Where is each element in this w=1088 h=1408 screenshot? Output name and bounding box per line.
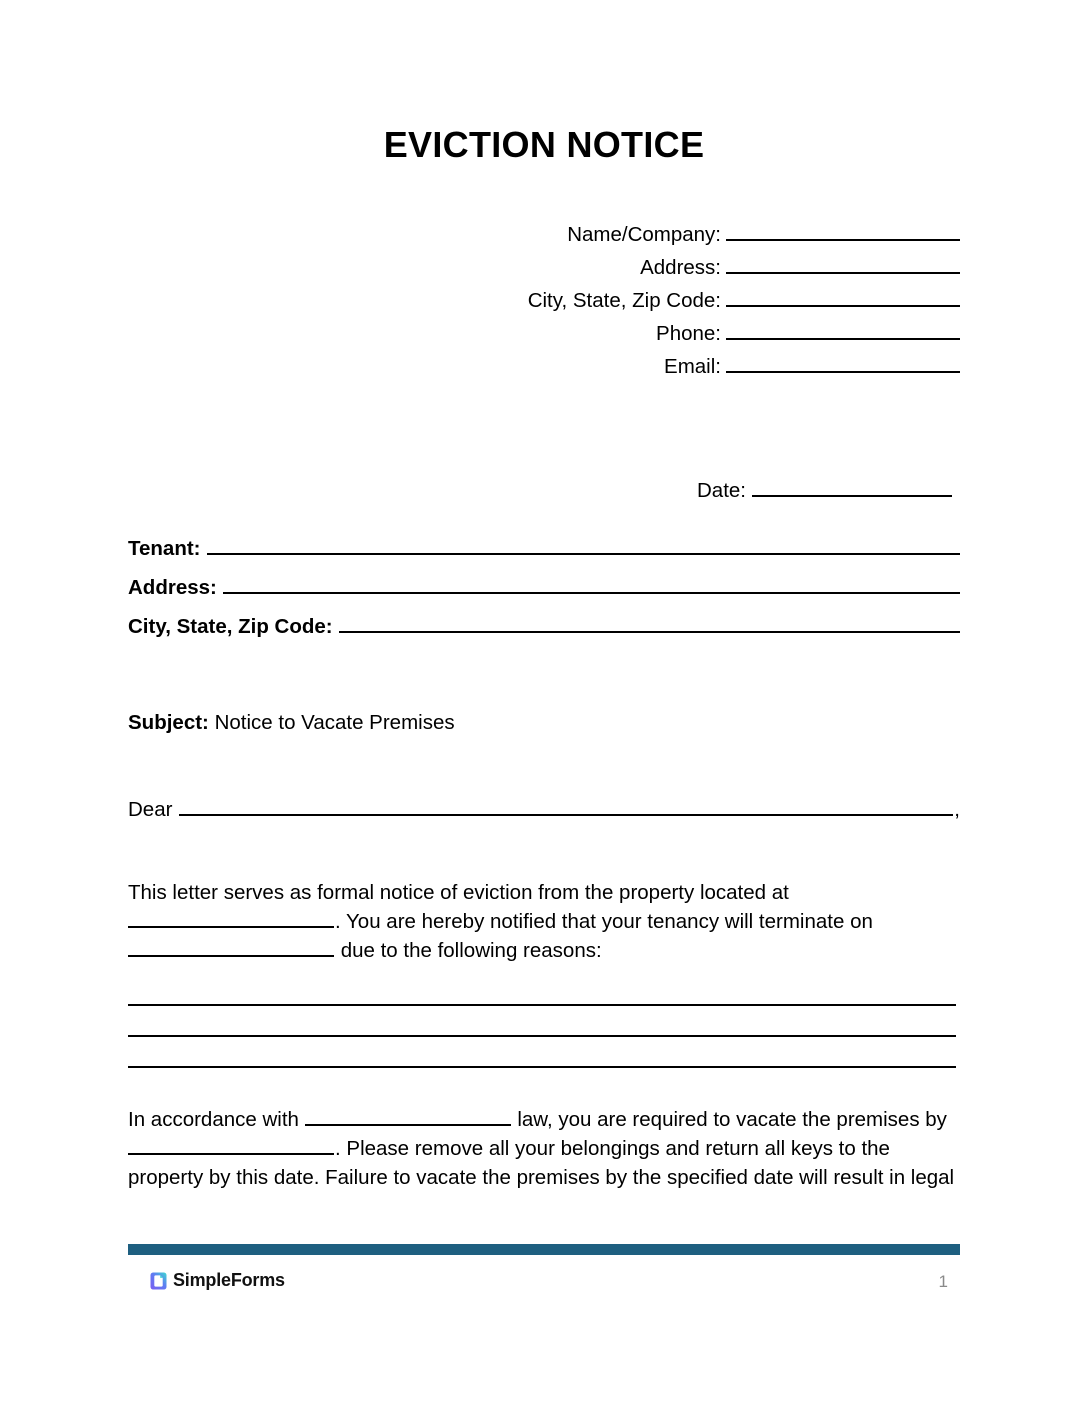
body-paragraph-notice-segment-2: . You are hereby notified that your tenancy will terminate on [335,910,873,933]
tenant-label-city-state-zip: City, State, Zip Code: [128,615,333,638]
salutation-line [128,797,960,822]
reason-line[interactable] [128,1006,956,1037]
tenant-label-name: Tenant: [128,537,201,560]
footer [128,1270,960,1304]
body-paragraph-notice [128,878,956,965]
body-paragraph-notice-segment-1: This letter serves as formal notice of eviction from the property located at [128,881,789,904]
page-title: EVICTION NOTICE [383,124,705,165]
body-paragraph-vacate-segment-3: . Please remove all your belongings and return all keys to the property by this date. Failure to vacate the premises by the specified date will result in legal [128,1137,955,1189]
sender-input-city-state-zip[interactable] [726,288,960,307]
termination-date-input[interactable] [128,938,334,957]
property-address-input[interactable] [128,909,334,928]
sender-field-city-state-zip [128,288,960,321]
date-input[interactable] [752,478,952,497]
sender-input-name-company[interactable] [726,222,960,241]
reason-line[interactable] [128,1037,956,1068]
subject-label: Subject: [128,711,209,734]
page-number: 1 [938,1272,948,1291]
document-logo-icon [150,1272,167,1290]
tenant-field-city-state-zip [128,614,960,653]
sender-information-block [128,222,960,387]
sender-label-city-state-zip: City, State, Zip Code: [527,289,721,312]
subject-text: Notice to Vacate Premises [214,711,455,734]
sender-field-email [128,354,960,387]
subject-line [128,711,455,735]
reason-write-in-area [128,975,956,1068]
tenant-input-name[interactable] [207,536,960,555]
tenant-input-address[interactable] [223,575,960,594]
salutation-input[interactable] [179,797,953,816]
sender-label-email: Email: [664,355,721,378]
vacate-date-input[interactable] [128,1136,334,1155]
tenant-information-block [128,536,960,653]
date-label: Date: [697,479,746,502]
body-paragraph-vacate-segment-2: law, you are required to vacate the premises by [517,1108,947,1131]
tenant-field-name [128,536,960,575]
tenant-field-address [128,575,960,614]
governing-law-input[interactable] [305,1107,511,1126]
date-field [128,478,952,503]
body-paragraph-vacate [128,1105,956,1192]
sender-input-address[interactable] [726,255,960,274]
sender-field-address [128,255,960,288]
tenant-input-city-state-zip[interactable] [339,614,960,633]
body-paragraph-vacate-segment-1: In accordance with [128,1108,299,1131]
salutation-punctuation: , [954,798,960,821]
sender-input-email[interactable] [726,354,960,373]
sender-label-address: Address: [640,256,721,279]
reason-line[interactable] [128,975,956,1006]
tenant-label-address: Address: [128,576,217,599]
sender-label-name-company: Name/Company: [567,223,721,246]
sender-field-name-company [128,222,960,255]
sender-field-phone [128,321,960,354]
brand-name: SimpleForms [173,1270,285,1290]
body-paragraph-notice-segment-3: due to the following reasons: [340,939,602,962]
sender-input-phone[interactable] [726,321,960,340]
salutation-label: Dear [128,798,173,821]
sender-label-phone: Phone: [656,322,721,345]
footer-divider-bar [128,1244,960,1255]
brand-logo [150,1270,285,1291]
